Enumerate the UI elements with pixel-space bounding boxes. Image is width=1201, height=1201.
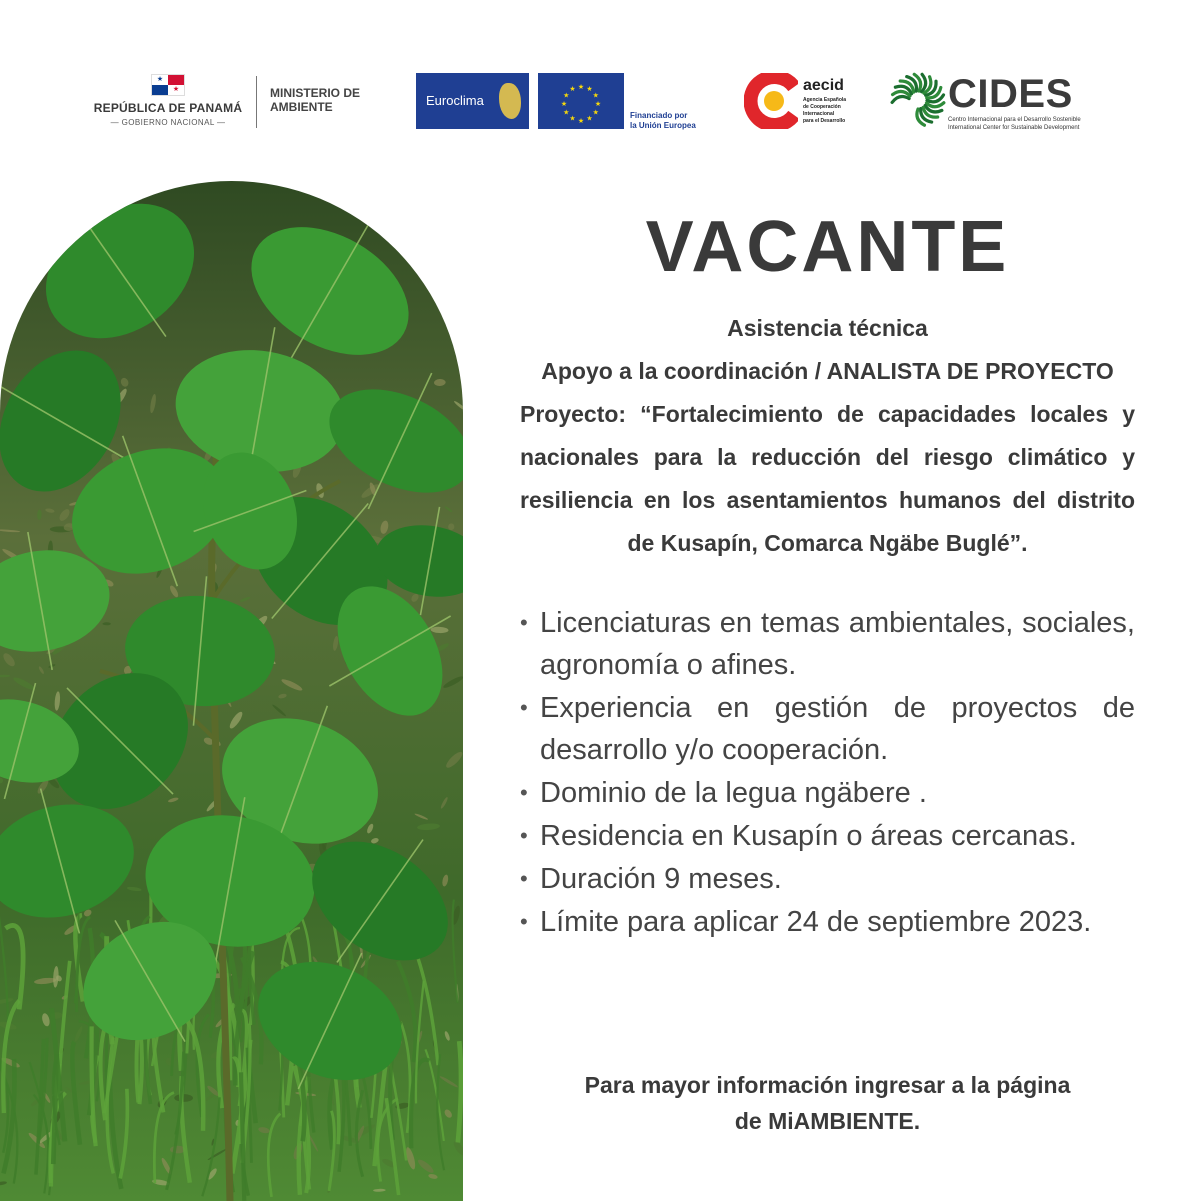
more-info-line-1: Para mayor información ingresar a la página [584,1072,1071,1098]
panama-government: — GOBIERNO NACIONAL — [110,118,226,127]
page-title: VACANTE [645,207,1010,287]
requirement-text: Duración 9 meses. [540,863,782,895]
svg-text:★: ★ [560,100,568,108]
aecid-subtitle [803,97,863,125]
more-info-line-2: de MiAMBIENTE. [734,1108,921,1134]
requirement-text: Licenciaturas en temas ambientales, sociales, agronomía o afines. [540,607,1135,681]
svg-text:★: ★ [592,92,599,100]
more-info-note [520,1067,1135,1139]
svg-text:★: ★ [586,115,593,123]
requirements-list [520,602,1135,944]
subtitle-line-2: Apoyo a la coordinación / ANALISTA DE PROYECTO [541,358,1114,384]
cides-line-1: Centro Internacional para el Desarrollo Sostenible [948,117,1081,123]
subtitle-line-1: Asistencia técnica [727,315,928,341]
svg-text:★: ★ [569,115,576,123]
svg-text:★: ★ [563,92,570,100]
svg-text:★: ★ [569,86,576,94]
svg-text:★: ★ [586,86,593,94]
cides-line-2: International Center for Sustainable Development [948,125,1080,131]
bullet-icon: • [520,695,528,720]
plant-photo [0,181,463,1201]
list-item [520,901,1135,943]
list-item [520,602,1135,686]
svg-text:★: ★ [577,117,585,125]
bullet-icon: • [520,780,528,805]
eu-funded-line-2: la Unión Europea [630,121,696,130]
aecid-line-3: Internacional [803,111,835,117]
logo-divider [256,76,257,128]
cides-logo-icon [890,70,946,130]
panama-name: REPÚBLICA DE PANAMÁ [93,101,243,115]
aecid-line-1: Agencia Española [803,97,847,103]
aecid-logo-icon [744,73,798,129]
requirement-text: Límite para aplicar 24 de septiembre 2023. [540,906,1092,938]
cides-subtitle [948,116,1081,132]
euroclima-label: Euroclima [426,93,484,108]
ministry-logo [270,86,360,114]
requirement-text: Dominio de la legua ngäbere . [540,777,927,809]
cides-name: CIDES [948,72,1073,116]
latin-america-map-icon [499,83,521,119]
requirement-text: Experiencia en gestión de proyectos de desarrollo y/o cooperación. [540,692,1135,766]
svg-text:★: ★ [577,83,585,91]
bullet-icon: • [520,866,528,891]
aecid-name: aecid [803,77,844,94]
bullet-icon: • [520,909,528,934]
list-item [520,858,1135,900]
requirement-text: Residencia en Kusapín o áreas cercanas. [540,820,1077,852]
euroclima-logo [416,73,529,129]
position-subtitle [520,307,1135,393]
ministry-line-1: MINISTERIO DE [270,86,361,100]
eu-funded-label [630,111,696,131]
bullet-icon: • [520,823,528,848]
list-item [520,815,1135,857]
panama-government-logo [92,74,244,127]
panama-flag-icon: ★ ★ [151,74,185,96]
project-description: Proyecto: “Fortalecimiento de capacidades locales y nacionales para la reducción del riesgo climático y resiliencia en los asentamientos humanos del distrito de Kusapín, Comarca Ngäbe Buglé”. [520,401,1135,556]
svg-text:★: ★ [563,109,570,117]
aecid-line-4: para el Desarrollo [803,118,846,124]
list-item [520,687,1135,771]
svg-text:★: ★ [594,100,602,108]
partner-logos-bar [0,0,1201,160]
eu-flag-icon [538,73,624,129]
bullet-icon: • [520,610,528,635]
svg-text:★: ★ [592,109,599,117]
aecid-line-2: de Cooperación [803,104,841,110]
list-item [520,772,1135,814]
ministry-line-2: AMBIENTE [270,100,333,114]
eu-funded-line-1: Financiado por [630,111,688,120]
